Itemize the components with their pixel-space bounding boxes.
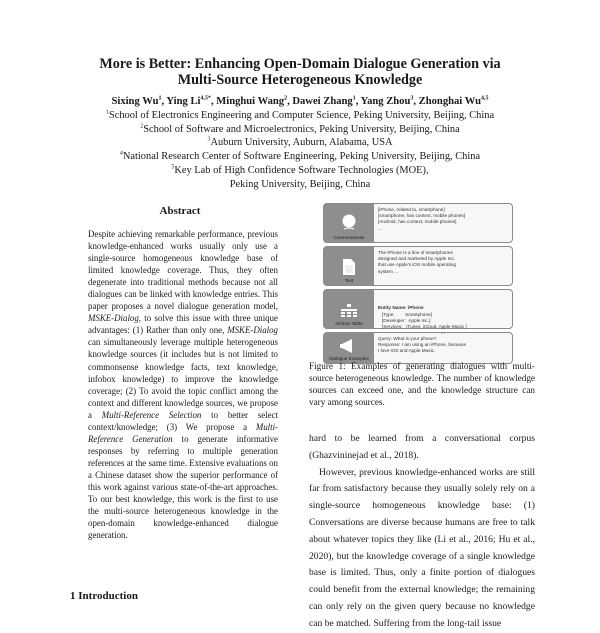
figure-row-commonsense: Commonsense [iPhone, related to, smartphone] [smartphone, has context, mobile phones] [Android, has context, mobile phones] ... <box>323 203 513 243</box>
abstract-body: Despite achieving remarkable performance, previous knowledge-enhanced works usually only use a single-source homogeneous knowledge base of limited knowledge coverage. Thus, they often degenerate into traditional methods because not all dialogues can be linked with knowledge entries. This paper proposes a novel dialogue generation model, MSKE-Dialog, to solve this issue with three unique advantages: (1) Rather than only one, MSKE-Dialog can simultaneously leverage multiple heterogeneous knowledge sources (it includes but is not limited to commonsense knowledge facts, text knowledge, infobox knowledge) to improve the knowledge coverage; (2) To avoid the topic conflict among the context and different knowledge sources, we propose a Multi-Reference Selection to better select context/knowledge; (3) We propose a Multi-Reference Generation to generate informative responses by referring to multiple generation references at the same time. Extensive evaluations on a Chinese dataset show the superior performance of this work against various state-of-the-art approaches. To our best knowledge, this work is the first to use the multi-source heterogeneous knowledge in the open-domain knowledge-enhanced dialogue generation. <box>88 229 278 541</box>
author: Yang Zhou$^3$ <box>360 95 414 107</box>
title-line-2: Multi-Source Heterogeneous Knowledge <box>177 72 423 88</box>
megaphone-icon <box>340 339 358 353</box>
body-text-right-column <box>309 431 535 633</box>
title-line-1: More is Better: Enhancing Open-Domain Dialogue Generation via <box>99 56 501 72</box>
figure-row-label: Infobox Table <box>335 321 363 326</box>
figure-caption: Figure 1: Examples of generating dialogues with multi-source heterogeneous knowledge. The number of knowledge sources can exceed one, and the knowledge structure can vary among sources. <box>309 361 535 407</box>
figure-row-text: Text The iPhone is a line of smartphones designed and marketed by Apple Inc. that use Apple's iOS mobile operating system ... <box>323 246 513 286</box>
globe-icon <box>341 214 357 232</box>
author: Dawei Zhang$^1$ <box>292 95 356 107</box>
affiliation: $^1$School of Electronics Engineering and Computer Science, Peking University, Beijing, China <box>105 109 495 121</box>
figure-row-label: Text <box>344 278 354 283</box>
figure-row-dialogue: Dialogue Examples Query: What is your phone? Response: I am using an iPhone, because I love iOS and Apple Music. <box>323 332 513 364</box>
document-icon <box>343 259 355 275</box>
affiliation: $^5$Key Lab of High Confidence Software Technologies (MOE), <box>171 164 429 176</box>
affiliation: $^3$Auburn University, Auburn, Alabama, USA <box>207 136 393 149</box>
author: Sixing Wu$^1$ <box>111 95 162 107</box>
abstract-heading: Abstract <box>159 205 201 217</box>
figure-row-label: Dialogue Examples <box>329 356 369 361</box>
figure-1 <box>323 203 513 367</box>
hierarchy-icon <box>340 304 358 318</box>
author: Minghui Wang$^2$ <box>216 95 288 107</box>
affiliation: $^2$School of Software and Microelectronics, Peking University, Beijing, China <box>140 123 460 135</box>
affiliation: $^4$National Research Center of Software Engineering, Peking University, Beijing, China <box>119 150 481 163</box>
author: Ying $Li^{4,5*}$ <box>166 95 211 107</box>
paragraph: However, previous knowledge-enhanced works are still far from satisfactory because they usually solely rely on a single-source homogeneous knowledge base: (1) Conversations are diverse because humans are free to talk about whatever topics they like (Li et al., 2016; Hu et al., 2020), but the knowledge coverage of a single knowledge base is limited. Thus, only a finite portion of dialogues could benefit from the external knowledge; the remaining can only rely on the given query because no knowledge can be matched. Suffering from the long-tail issue <box>309 466 535 629</box>
section-heading-introduction: 1 Introduction <box>70 590 138 602</box>
paragraph: hard to be learned from a conversational corpus (Ghazvininejad et al., 2018). <box>309 433 535 461</box>
author: Zhonghai Wu$^{4,5}$ <box>418 95 489 107</box>
paper-title <box>0 56 600 88</box>
figure-row-infobox: Infobox Table Entity Name: iPhone [Type: Smartphone] [Developer: Apple Inc.] [Services: iTunes, iCloud, Apple Music ] ... <box>323 289 513 329</box>
affiliation: Peking University, Beijing, China <box>229 178 371 190</box>
author-list: Sixing Wu$^1$, Ying $Li^{4,5*}$, Minghui Wang$^2$, Dawei Zhang$^1$, Yang Zhou$^3$, Zhonghai Wu$^{4,5}$ <box>111 95 489 107</box>
figure-row-label: Commonsense <box>333 235 365 240</box>
affiliation-list <box>0 109 600 191</box>
